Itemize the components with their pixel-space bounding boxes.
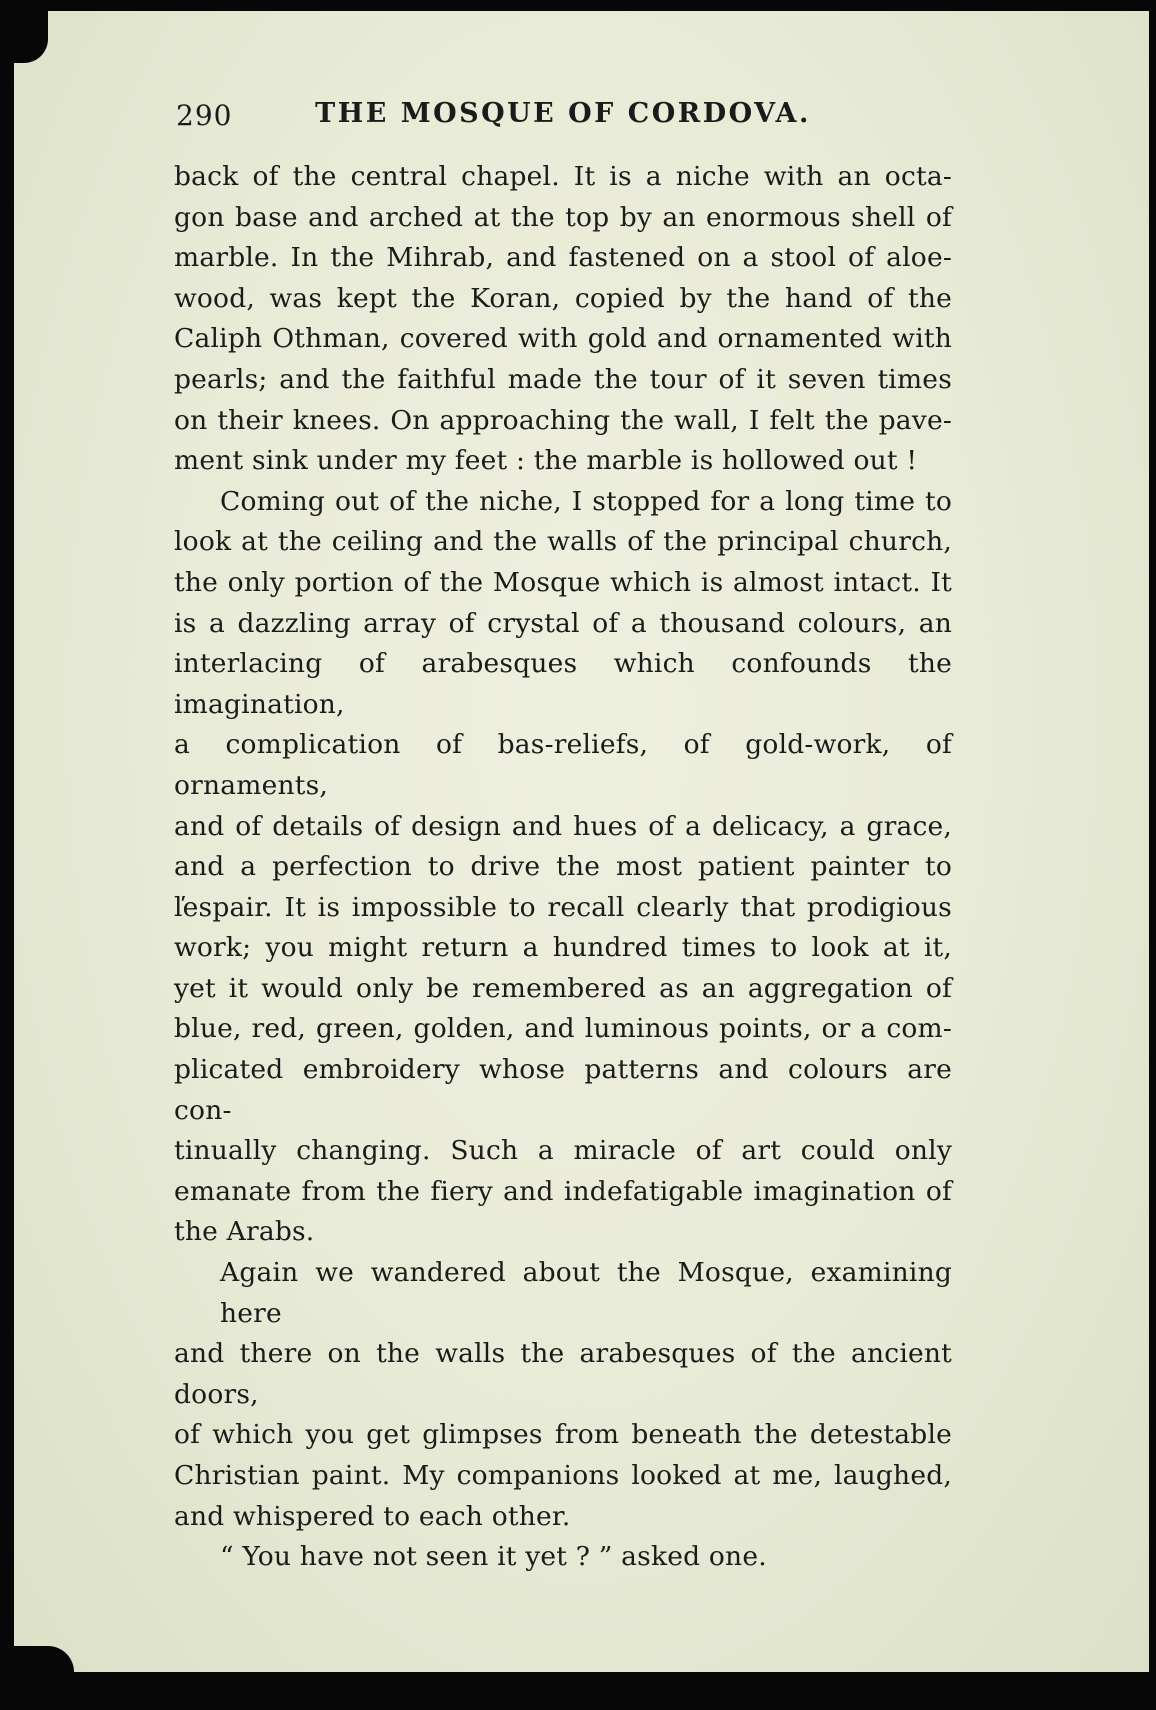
text-line: back of the central chapel. It is a niche with an octa- [174,161,952,192]
text-line: on their knees. On approaching the wall, I felt the pave- [174,404,952,436]
text-line: Coming out of the niche, I stopped for a long time to [220,485,952,517]
text-line: tinually changing. Such a miracle of art could only [174,1135,952,1167]
text-line: emanate from the fiery and indefatigable imagination of [174,1175,952,1207]
text-line: ment sink under my feet : the marble is hollowed out ! [174,445,918,477]
text-line: pearls; and the faithful made the tour of it seven times [174,363,952,395]
text-line: and whispered to each other. [174,1500,571,1532]
body-text [174,157,952,1578]
page-number: 290 [176,99,233,132]
text-line: the Arabs. [174,1216,315,1248]
text-line: look at the ceiling and the walls of the principal church, [174,526,952,558]
text-line: yet it would only be remembered as an aggregation of [174,972,952,1004]
text-line: marble. In the Mihrab, and fastened on a stool of aloe- [174,242,952,274]
text-line: a complication of bas-reliefs, of gold-work, of ornaments, [174,729,952,801]
text-line: interlacing of arabesques which confounds the imagination, [174,648,952,720]
paragraph [174,482,952,1253]
text-line: is a dazzling array of crystal of a thousand colours, an [174,607,952,639]
text-line: and a perfection to drive the most patient painter to [174,851,952,883]
text-line: and of details of design and hues of a delicacy, a grace, [174,810,952,842]
text-line: ľespair. It is impossible to recall clearly that prodigious [174,891,952,923]
text-line: blue, red, green, golden, and luminous points, or a com- [174,1013,952,1045]
text-line: of which you get glimpses from beneath the detestable [174,1419,952,1451]
paragraph [174,157,952,482]
scan-edge-artifact-bottom-left [14,1646,74,1672]
book-page [14,11,1149,1672]
text-line: Again we wandered about the Mosque, examining here [220,1257,952,1329]
paragraph [174,1537,952,1578]
paragraph [174,1253,952,1537]
text-line: gon base and arched at the top by an enormous shell of [174,201,952,233]
text-line: and there on the walls the arabesques of the ancient doors, [174,1338,952,1410]
text-line: work; you might return a hundred times to look at it, [174,932,952,964]
scan-edge-artifact-top-left [14,11,48,63]
text-line: “ You have not seen it yet ? ” asked one. [220,1541,767,1573]
text-line: Christian paint. My companions looked at me, laughed, [174,1460,952,1491]
text-line: Caliph Othman, covered with gold and ornamented with [174,323,952,355]
text-line: wood, was kept the Koran, copied by the hand of the [174,282,952,314]
text-line: the only portion of the Mosque which is almost intact. It [174,566,952,598]
text-line: plicated embroidery whose patterns and colours are con- [174,1054,952,1126]
page-header [174,97,952,141]
running-title: THE MOSQUE OF CORDOVA. [315,98,811,129]
